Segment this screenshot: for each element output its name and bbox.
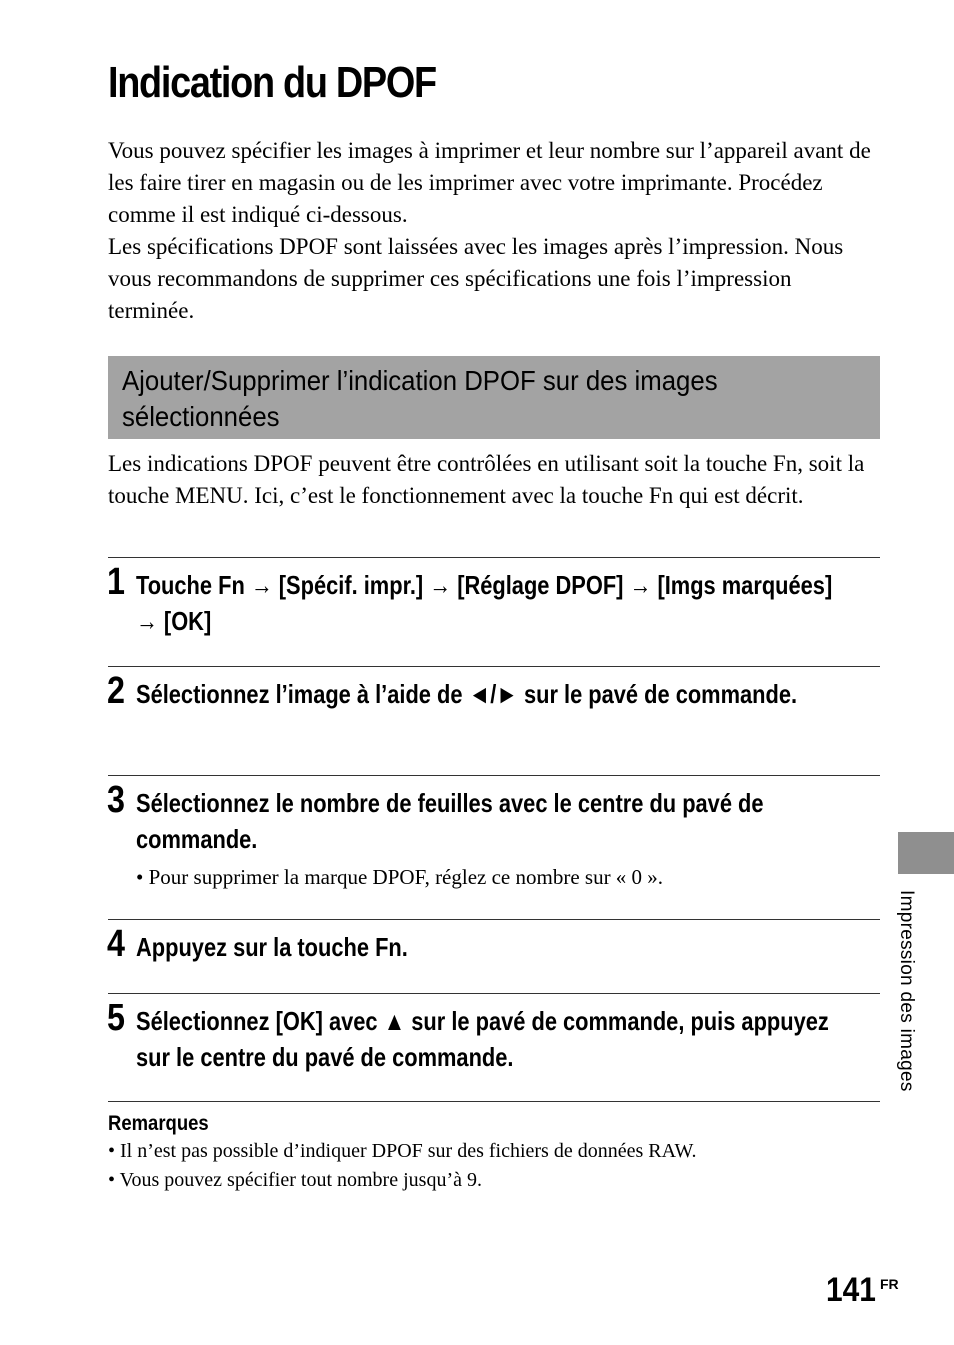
step-divider — [108, 775, 880, 776]
note-item: • Vous pouvez spécifier tout nombre jusqu’à 9. — [108, 1169, 482, 1191]
section-heading: Ajouter/Supprimer l’indication DPOF sur des images sélectionnées — [122, 365, 718, 432]
step-divider — [108, 993, 880, 994]
step-divider — [108, 666, 880, 667]
step-1-instruction — [136, 567, 842, 639]
step-1-part: [Imgs marquées] — [657, 570, 833, 600]
chapter-side-label — [891, 890, 921, 1135]
note-text: Il n’est pas possible d’indiquer DPOF sur des fichiers de données RAW. — [120, 1140, 697, 1162]
step-divider — [108, 557, 880, 558]
left-right-arrow-icon: ◄/► — [468, 679, 518, 709]
page-title: Indication du DPOF — [108, 58, 436, 107]
intro-text — [108, 135, 883, 327]
step-number: 1 — [107, 561, 125, 603]
section-heading-band — [108, 356, 880, 439]
step-5-text-end: sur le pavé de commande, puis appuyez sur le centre du pavé de commande. — [136, 1006, 829, 1072]
notes-divider — [108, 1101, 880, 1102]
chapter-side-label-text: Impression des images — [896, 890, 917, 1092]
step-4-instruction: Appuyez sur la touche Fn. — [136, 932, 408, 962]
step-5-instruction — [136, 1003, 842, 1075]
step-1-part: [Spécif. impr.] — [278, 570, 424, 600]
step-2-instruction — [136, 676, 842, 712]
step-1-part: [Réglage DPOF] — [457, 570, 624, 600]
page-number: 141 — [826, 1271, 876, 1309]
step-1-part: Touche Fn — [136, 570, 245, 600]
step-divider — [108, 919, 880, 920]
step-5-text-start: Sélectionnez [OK] avec — [136, 1006, 384, 1036]
step-3-instruction: Sélectionnez le nombre de feuilles avec le centre du pavé de commande. — [136, 788, 764, 854]
up-arrow-icon: ▲ — [383, 1006, 406, 1036]
step-number: 2 — [107, 670, 125, 712]
step-2-text-end: sur le pavé de commande. — [517, 679, 798, 709]
note-item: • Il n’est pas possible d’indiquer DPOF sur des fichiers de données RAW. — [108, 1140, 697, 1162]
notes-heading: Remarques — [108, 1112, 209, 1135]
arrow-icon: → — [136, 606, 158, 636]
note-text: Vous pouvez spécifier tout nombre jusqu’à 9. — [119, 1169, 482, 1191]
intro-paragraph: Vous pouvez spécifier les images à imprimer et leur nombre sur l’appareil avant de les faire tirer en magasin ou de les imprimer avec votre imprimante. Procédez comme il est indiqué ci-dessous. — [108, 138, 871, 227]
arrow-icon: → — [629, 570, 652, 600]
step-number: 4 — [107, 923, 125, 965]
step-3-bullet-text: Pour supprimer la marque DPOF, réglez ce nombre sur « 0 ». — [148, 865, 664, 889]
arrow-icon: → — [429, 570, 452, 600]
step-3-bullet: • Pour supprimer la marque DPOF, réglez ce nombre sur « 0 ». — [136, 865, 664, 889]
section-lead-text: Les indications DPOF peuvent être contrôlées en utilisant soit la touche Fn, soit la touche MENU. Ici, c’est le fonctionnement avec la touche Fn qui est décrit. — [108, 451, 865, 508]
step-number: 5 — [107, 997, 125, 1039]
chapter-tab-marker — [898, 832, 954, 874]
intro-paragraph: Les spécifications DPOF sont laissées avec les images après l’impression. Nous vous recommandons de supprimer ces spécifications une fois l’impression terminée. — [108, 234, 844, 323]
step-2-text-start: Sélectionnez l’image à l’aide de — [136, 679, 469, 709]
page-language-suffix: FR — [880, 1276, 899, 1292]
step-1-part: [OK] — [163, 606, 212, 636]
step-number: 3 — [107, 779, 125, 821]
arrow-icon: → — [250, 570, 273, 600]
